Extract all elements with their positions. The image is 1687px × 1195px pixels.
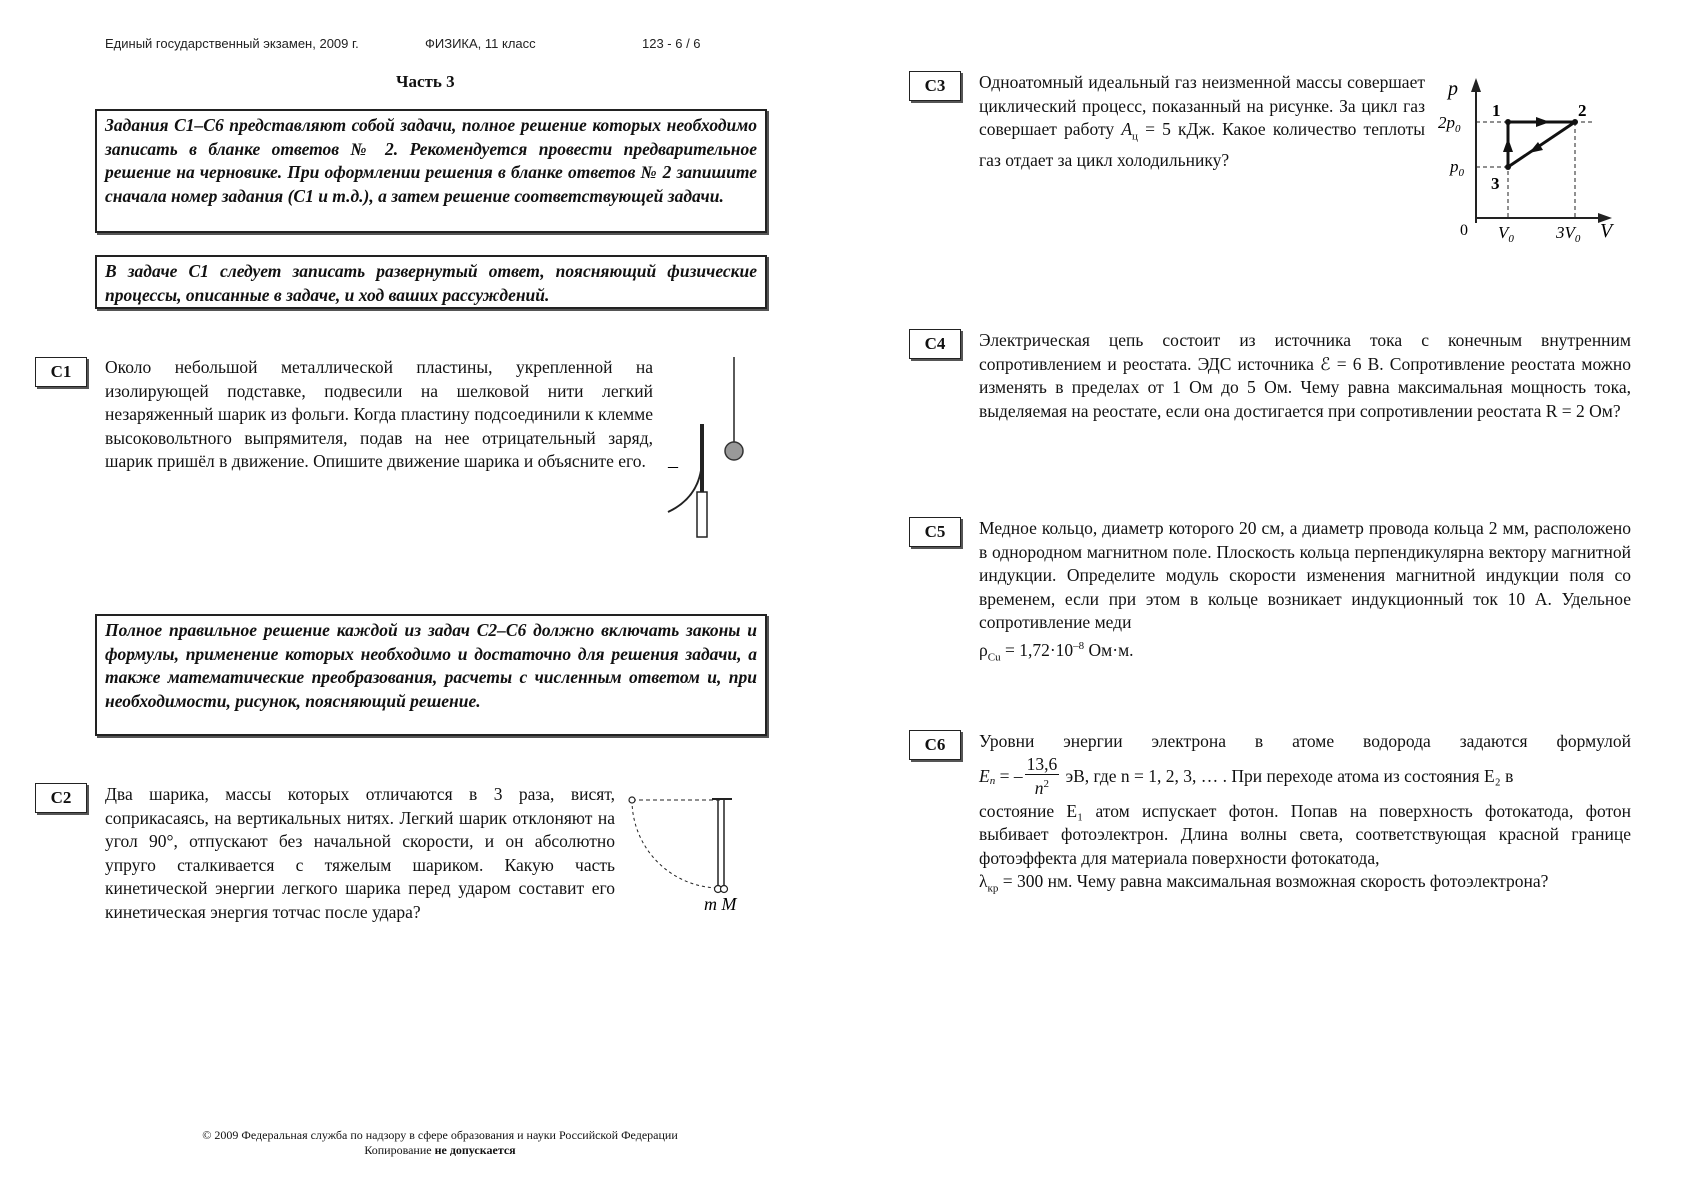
- instruction-box-3: Полное правильное решение каждой из задач С2–С6 должно включать законы и формулы, применение которых необходимо и достаточно для решения задачи, а также математические преобразования, расчеты с численным ответом и, при необходимости, рисунок, поясняющий решение.: [95, 614, 767, 736]
- task-label-c1: С1: [35, 357, 87, 387]
- footer-line-2-bold: не допускается: [434, 1143, 516, 1157]
- header-subject: ФИЗИКА, 11 класс: [425, 36, 536, 51]
- point-2-label: 2: [1578, 101, 1587, 120]
- c6-text-3-wrap: [979, 870, 1631, 901]
- cycle-2-3: [1508, 122, 1575, 167]
- c5-rho-unit: Ом·м.: [1084, 639, 1134, 660]
- c5-rho-sub: Cu: [987, 650, 1001, 663]
- c6-formula-tail: эВ, где n = 1, 2, 3, … . При переходе атома из состояния E₂ в: [1061, 765, 1514, 786]
- task-text-c6: [979, 730, 1631, 901]
- heavy-ball: [721, 886, 728, 893]
- point-1-dot: [1505, 119, 1511, 125]
- task-text-c5: [979, 517, 1631, 669]
- axis-p-label: p: [1448, 78, 1458, 100]
- task-label-c5: С5: [909, 517, 961, 547]
- footer-line-2-prefix: Копирование: [364, 1143, 435, 1157]
- task-label-c6: С6: [909, 730, 961, 760]
- tick-2p0: $2p_0$: [1438, 113, 1461, 135]
- c6-formula-eq: = –: [995, 765, 1023, 786]
- c6-fraction-den: [1035, 775, 1049, 798]
- footer: [140, 1128, 740, 1158]
- pv-graph: [1428, 78, 1618, 253]
- c6-lambda-symbol: λ: [979, 871, 988, 891]
- charge-sign: –: [668, 455, 678, 477]
- c6-lambda-sub: кр: [987, 882, 999, 895]
- c3-text-2: = 5 кДж. Какое количество теплоты газ отдает за цикл холодильнику?: [979, 119, 1425, 170]
- foil-ball: [725, 442, 743, 460]
- c3-work-symbol: A: [1121, 119, 1133, 139]
- c6-text-1: Уровни энергии электрона в атоме водорода задаются формулой: [979, 731, 1631, 751]
- task-text-c4: Электрическая цепь состоит из источника тока с конечным внутренним сопротивлением и реостата. ЭДС источника ℰ = 6 В. Сопротивление реостата можно изменять в пределах от 1 Ом до 5 Ом. Чему равна максимальная мощность тока, выделяемая на реостате, если она достигается при сопротивлении реостата R = 2 Ом?: [979, 330, 1631, 421]
- c5-rho-value: = 1,72·10: [1000, 639, 1074, 660]
- c6-fraction: [1025, 755, 1060, 798]
- c2-figure: [620, 790, 760, 920]
- c5-text: Медное кольцо, диаметр которого 20 см, а диаметр провода кольца 2 мм, расположено в однородном магнитном поле. Плоскость кольца перпендикулярна вектору магнитной индукции. Определите модуль скорости изменения магнитной индукции поля со временем, если при этом в кольце возникает индукционный ток 10 А. Удельное сопротивление меди: [979, 518, 1631, 632]
- task-text-c3: [979, 71, 1425, 173]
- c3-work-sub: ц: [1132, 130, 1138, 143]
- c1-figure: [660, 352, 760, 542]
- point-1-label: 1: [1492, 101, 1501, 120]
- p-axis-arrow: [1471, 78, 1481, 92]
- arrow-1-2: [1536, 117, 1550, 127]
- task-label-c2: С2: [35, 783, 87, 813]
- task-label-c3: С3: [909, 71, 961, 101]
- c6-text-2: состояние E₁ атом испускает фотон. Попав на поверхность фотокатода, фотон выбивает фотоэлектрон. Длина волны света, соответствующая красной границе фотоэффекта для материала поверхности фотокатода,: [979, 800, 1631, 868]
- header-exam: Единый государственный экзамен, 2009 г.: [105, 36, 359, 51]
- c6-text-3: = 300 нм. Чему равна максимальная возможная скорость фотоэлектрона?: [998, 871, 1549, 891]
- footer-line-2: [140, 1143, 740, 1158]
- footer-line-1: © 2009 Федеральная служба по надзору в сфере образования и науки Российской Федерации: [202, 1128, 678, 1142]
- c6-den-n: n: [1034, 777, 1044, 798]
- origin-label: 0: [1460, 222, 1468, 239]
- insulating-stand: [697, 492, 707, 537]
- tick-3v0: $3V_0$: [1556, 223, 1581, 245]
- c3-text-1: Одноатомный идеальный газ неизменной массы совершает циклический процесс, показанный на рисунке. За цикл газ совершает работу: [979, 72, 1425, 139]
- tick-p0: $p_0$: [1450, 157, 1464, 179]
- c6-formula-lhs-sub: n: [989, 774, 996, 787]
- swing-arc: [632, 800, 718, 888]
- c5-rho-symbol: ρ: [979, 639, 988, 660]
- mass-labels: m M: [704, 894, 737, 914]
- c5-rho-exp: –8: [1073, 639, 1085, 652]
- header-page: 123 - 6 / 6: [642, 36, 701, 51]
- axis-v-label: V: [1600, 220, 1613, 242]
- instruction-box-1: Задания С1–С6 представляют собой задачи, полное решение которых необходимо записать в бланке ответов № 2. Рекомендуется провести предварительное решение на черновике. При оформлении решения в бланке ответов № 2 запишите сначала номер задания (С1 и т.д.), а затем решение соответствующей задачи.: [95, 109, 767, 233]
- light-ball-deflected: [629, 797, 635, 803]
- c6-formula-lhs: E: [979, 765, 990, 786]
- point-3-label: 3: [1491, 174, 1500, 193]
- point-3-dot: [1505, 164, 1511, 170]
- task-label-c4: С4: [909, 329, 961, 359]
- task-text-c1: Около небольшой металлической пластины, укрепленной на изолирующей подставке, подвесили на шелковой нити легкий незаряженный шарик из фольги. Когда пластину подсоединили к клемме высоковольтного выпрямителя, подав на нее отрицательный заряд, шарик пришёл в движение. Опишите движение шарика и объясните его.: [105, 357, 653, 471]
- task-text-c2: Два шарика, массы которых отличаются в 3 раза, висят, соприкасаясь, на вертикальных нитях. Легкий шарик отклоняют на угол 90°, отпускают без начальной скорости, и он абсолютно упруго сталкивается с тяжелым шариком. Какую часть кинетической энергии легкого шарика перед ударом составит его кинетическая энергия тотчас после удара?: [105, 784, 615, 922]
- part-title: Часть 3: [396, 72, 455, 91]
- tick-v0: $V_0$: [1498, 223, 1514, 245]
- arrow-3-1: [1503, 138, 1513, 152]
- instruction-box-2: В задаче С1 следует записать развернутый ответ, поясняющий физические процессы, описанные в задаче, и ход ваших рассуждений.: [95, 255, 767, 309]
- c6-den-exp: 2: [1043, 778, 1050, 791]
- c6-fraction-num: 13,6: [1026, 754, 1058, 775]
- c6-formula-line: [979, 754, 1631, 800]
